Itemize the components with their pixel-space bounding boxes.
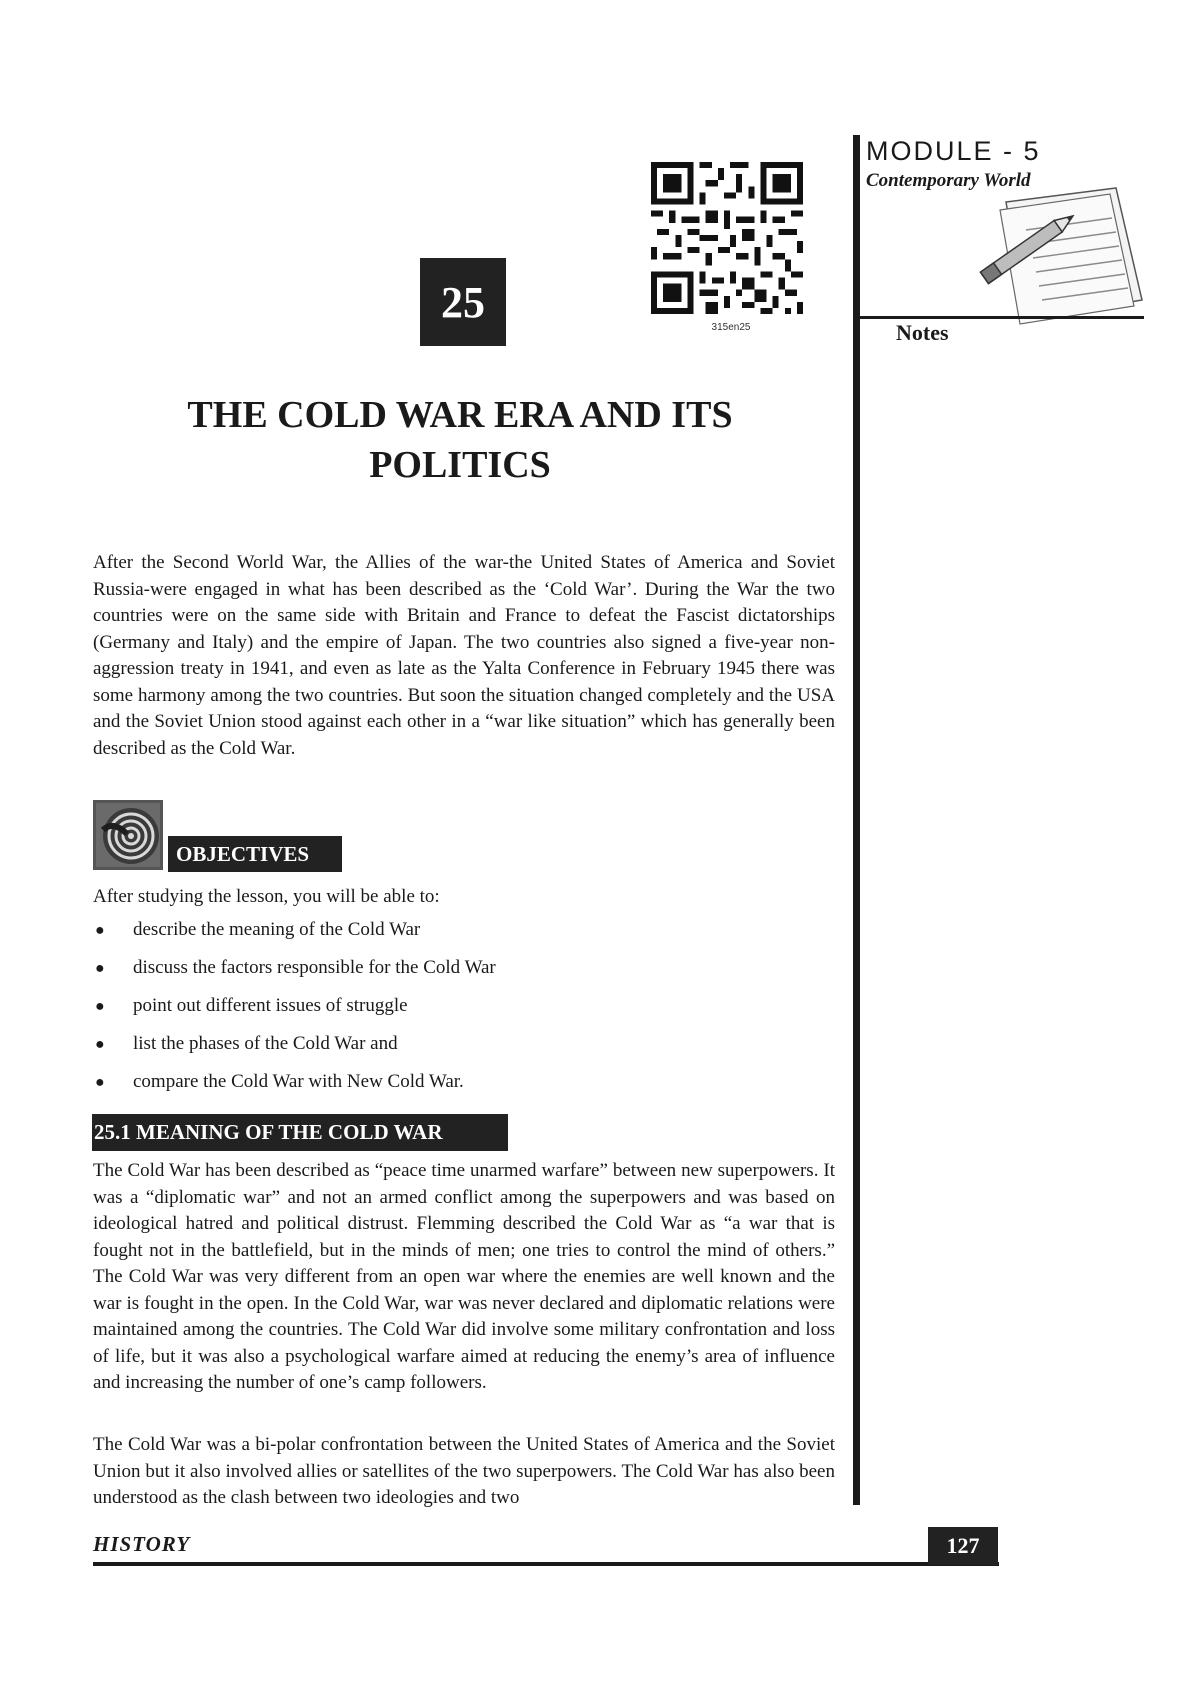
objectives-target-icon bbox=[93, 800, 163, 870]
intro-paragraph: After the Second World War, the Allies of the war-the United States of America and Soviet Russia-were engaged in what has been described as the ‘Cold War’. During the War the two countries were on the same side with Britain and France to defeat the Fascist dictatorships (Germany and Italy) and the empire of Japan. The two countries also signed a five-year non-aggression treaty in 1941, and even as late as the Yalta Conference in February 1945 there was some harmony among the two countries. But soon the situation changed completely and the USA and the Soviet Union stood against each other in a “war like situation” which has generally been described as the Cold War. bbox=[93, 552, 835, 759]
bullet-icon: ● bbox=[95, 1074, 105, 1091]
bullet-icon: ● bbox=[95, 1036, 105, 1053]
bullet-icon: ● bbox=[95, 960, 105, 977]
page-number: 127 bbox=[928, 1527, 998, 1565]
list-item bbox=[93, 1071, 496, 1109]
module-subtitle: Contemporary World bbox=[866, 170, 1031, 191]
list-item bbox=[93, 1033, 496, 1071]
list-item bbox=[93, 957, 496, 995]
qr-code-icon bbox=[651, 162, 803, 314]
qr-code-label: 315en25 bbox=[711, 322, 751, 333]
objective-text: compare the Cold War with New Cold War. bbox=[133, 1071, 464, 1092]
bullet-icon: ● bbox=[95, 998, 105, 1015]
section-paragraph-2: The Cold War was a bi-polar confrontation between the United States of America and the Soviet Union but it also involved allies or satellites of the two superpowers. The Cold War has also been understood as the clash between two ideologies and two bbox=[93, 1434, 835, 1508]
list-item bbox=[93, 995, 496, 1033]
objectives-list bbox=[93, 919, 496, 1109]
objectives-heading: OBJECTIVES bbox=[168, 836, 342, 872]
bullet-icon: ● bbox=[95, 922, 105, 939]
chapter-number: 25 bbox=[420, 258, 506, 346]
section-heading: 25.1 MEANING OF THE COLD WAR bbox=[92, 1114, 508, 1151]
footer-rule bbox=[93, 1562, 999, 1566]
module-label: MODULE - 5 bbox=[866, 136, 1041, 166]
section-paragraph-1: The Cold War has been described as “peace time unarmed warfare” between new superpowers. It was a “diplomatic war” and not an armed conflict among the superpowers and was based on ideological hatred and political distrust. Flemming described the Cold War as “a war that is fought not in the battlefield, but in the minds of men; one tries to control the mind of others.” The Cold War was very different from an open war where the enemies are well known and the war is fought in the open. In the Cold War, war was never declared and diplomatic relations were maintained among the countries. The Cold War did involve some military confrontation and loss of life, but it was also a psychological warfare aimed at reducing the enemy’s area of influence and increasing the number of one’s camp followers. bbox=[93, 1160, 835, 1393]
objective-text: point out different issues of struggle bbox=[133, 995, 408, 1016]
margin-rule bbox=[853, 135, 860, 1505]
objective-text: discuss the factors responsible for the Cold War bbox=[133, 957, 496, 978]
notes-label: Notes bbox=[896, 320, 949, 345]
chapter-title bbox=[120, 390, 800, 490]
objective-text: describe the meaning of the Cold War bbox=[133, 919, 421, 940]
objective-text: list the phases of the Cold War and bbox=[133, 1033, 398, 1054]
chapter-title-line-2: POLITICS bbox=[369, 444, 551, 486]
chapter-title-line-1: THE COLD WAR ERA AND ITS bbox=[187, 394, 733, 436]
footer-subject: HISTORY bbox=[93, 1532, 191, 1556]
objectives-intro: After studying the lesson, you will be able to: bbox=[93, 886, 440, 907]
notes-pencil-icon bbox=[966, 180, 1144, 326]
list-item bbox=[93, 919, 496, 957]
notes-rule bbox=[860, 316, 1144, 319]
